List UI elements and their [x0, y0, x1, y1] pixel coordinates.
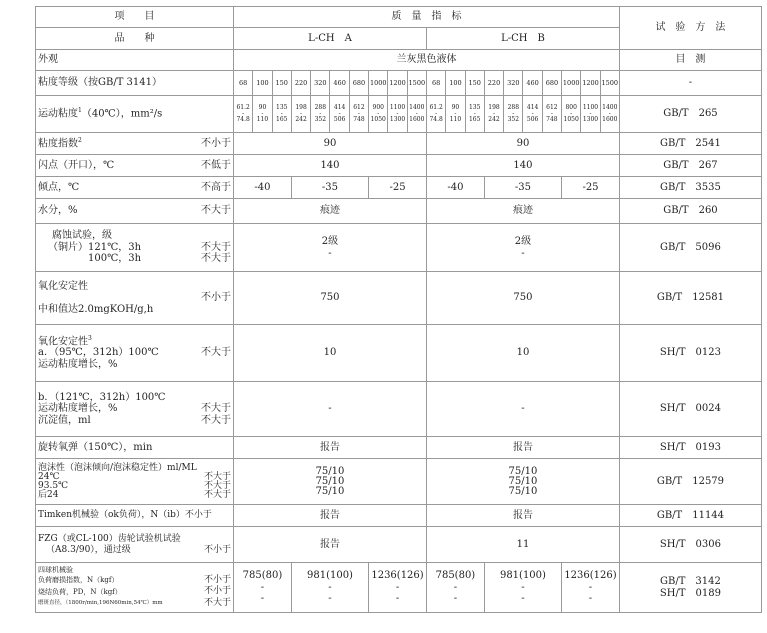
- corr-value-b-cell: [426, 224, 619, 272]
- fb-b-1: 785(80): [435, 570, 476, 582]
- ox2-value-b: 10: [426, 325, 619, 382]
- kv-range-b-0-part-2: 74.8: [429, 116, 443, 124]
- kv-range-a-5-part-1: -: [338, 109, 341, 117]
- appearance-value: 兰灰黑色液体: [234, 50, 620, 71]
- kv-range-b-7-part-2: 1050: [563, 116, 579, 124]
- kv-range-a-8-part-2: 1300: [389, 116, 406, 124]
- kv-range-a-5-part-2: 506: [333, 116, 346, 124]
- row-corrosion: [36, 224, 762, 272]
- fb-b-1-dash2: -: [453, 593, 458, 605]
- kv-range-a-0-part-0: 61.2: [236, 103, 250, 111]
- fzg-label-2: （A8.3/90），通过级: [46, 544, 131, 555]
- kinematic-viscosity-method: GB/T 265: [619, 96, 761, 133]
- kv-range-a-9-part-0: 1400: [409, 103, 425, 111]
- vi-method: GB/T 2541: [619, 133, 761, 155]
- fb-a-1-dash2: -: [260, 593, 265, 605]
- foam-b-2: 75/10: [508, 475, 538, 487]
- kv-range-b-8-part-0: 1100: [582, 103, 599, 111]
- corr-label-1: 腐蚀试验，级: [52, 230, 112, 242]
- corrosion-label-cell: [36, 224, 234, 272]
- fb-b-3-dash2: -: [588, 593, 593, 605]
- kv-range-a-2-part-1: -: [280, 109, 283, 117]
- fp-method: GB/T 267: [619, 155, 761, 177]
- fp-value-a: 140: [234, 155, 427, 177]
- pp-b-2: -35: [484, 177, 561, 199]
- fb-a-3-cell: [369, 563, 427, 613]
- ox3-cond-2: 不大于: [201, 414, 231, 426]
- appearance-label: 外观: [36, 50, 234, 71]
- viscosity-grade-a-0: 68: [234, 71, 253, 96]
- fb-row-2: 烧结负荷，PD，N（kgf）: [38, 587, 122, 596]
- row-water: [36, 199, 762, 224]
- kv-range-a-2-part-2: 165: [276, 116, 288, 124]
- kv-range-b-9-part-2: 1600: [602, 116, 618, 124]
- fzg-value-a: 报告: [234, 527, 427, 563]
- ox2-sup: 3: [88, 334, 92, 342]
- kv-range-a-3-part-2: 242: [295, 116, 307, 124]
- foam-b-1: 75/10: [508, 465, 538, 477]
- row-oxidation-3: [36, 382, 762, 437]
- foam-label-cell: [36, 459, 234, 505]
- header-grade-b: L-CH B: [426, 28, 619, 50]
- kv-range-a-3: [291, 96, 310, 133]
- header-quality: 质 量 指 标: [234, 7, 620, 28]
- viscosity-grade-b-6: 680: [542, 71, 561, 96]
- row-timken: [36, 505, 762, 527]
- kv-range-a-0-part-1: -: [242, 109, 245, 117]
- pp-a-2: -35: [291, 177, 368, 199]
- kv-range-b-4-part-0: 288: [507, 103, 520, 111]
- water-value-b: 痕迹: [426, 199, 619, 224]
- kv-range-a-9-part-2: 1600: [409, 116, 425, 124]
- kv-range-a-2: [272, 96, 291, 133]
- kv-range-b-5-part-2: 506: [526, 116, 539, 124]
- viscosity-grade-b-8: 1200: [581, 71, 600, 96]
- fp-label: 闪点（开口），℃: [38, 159, 115, 171]
- fb-a-2-cell: [291, 563, 368, 613]
- ox3-label-cell: [36, 382, 234, 437]
- row-rotating-bomb: [36, 437, 762, 459]
- row-viscosity-index: [36, 133, 762, 155]
- corr-value-a-cell: [234, 224, 427, 272]
- vi-value-a: 90: [234, 133, 427, 155]
- kv-range-b-1-part-1: -: [454, 109, 457, 117]
- kv-range-a-1-part-2: 110: [256, 116, 269, 124]
- ox2-label-2: a．（95℃，312h）100℃: [38, 347, 159, 359]
- fb-a-2: 981(100): [306, 570, 353, 582]
- fb-method-2: SH/T 0189: [659, 587, 721, 599]
- fzg-label-cell: [36, 527, 234, 563]
- ox1-label-1: 氧化安定性: [38, 280, 88, 292]
- kv-range-b-1: [446, 96, 465, 133]
- foam-a-1: 75/10: [315, 465, 345, 477]
- kv-range-b-6-part-2: 748: [546, 116, 558, 124]
- viscosity-grade-label: 粘度等级（按GB/T 3141）: [36, 71, 234, 96]
- header-method: 试 验 方 法: [619, 7, 761, 50]
- kv-range-b-0: [426, 96, 445, 133]
- kv-range-a-0-part-2: 74.8: [236, 116, 250, 124]
- foam-cond-3: 不大于: [203, 489, 231, 500]
- kv-range-b-7-part-1: -: [570, 109, 573, 117]
- viscosity-grade-a-5: 460: [330, 71, 349, 96]
- pp-method: GB/T 3535: [619, 177, 761, 199]
- vi-label: 粘度指数: [38, 137, 78, 149]
- kv-label-text: 运动粘度: [38, 108, 78, 120]
- ox2-value-a: 10: [234, 325, 427, 382]
- kv-range-a-8: [388, 96, 407, 133]
- foam-a-2: 75/10: [315, 475, 345, 487]
- fzg-cond: 不小于: [203, 544, 231, 555]
- kv-range-a-8-part-0: 1100: [389, 103, 406, 111]
- viscosity-grade-b-0: 68: [426, 71, 445, 96]
- corr-b-1: 2级: [514, 236, 532, 247]
- ox3-label-1: b．（121℃，312h）100℃: [38, 391, 166, 403]
- fb-a-2-dash2: -: [328, 593, 332, 605]
- fb-b-3: 1236(126): [564, 570, 617, 582]
- timken-label: Timken机械验（ok负荷），N（ib）不小于: [36, 505, 234, 527]
- water-cond: 不大于: [201, 205, 231, 217]
- rb-method: SH/T 0193: [619, 437, 761, 459]
- viscosity-grade-a-9: 1500: [407, 71, 426, 96]
- fb-b-2-dash1: -: [521, 581, 525, 593]
- kv-range-b-5-part-0: 414: [526, 103, 539, 111]
- fb-cond-3: 不大于: [203, 597, 231, 608]
- ox2-label-cell: [36, 325, 234, 382]
- fb-a-1-cell: [234, 563, 292, 613]
- foam-cond-2: 不大于: [203, 480, 231, 491]
- kv-range-b-3-part-2: 242: [488, 116, 500, 124]
- kv-range-a-8-part-1: -: [396, 109, 399, 117]
- fb-row-1: 负荷磨损指数，N（kgf）: [38, 576, 119, 585]
- kv-range-b-3-part-0: 198: [488, 103, 500, 111]
- kv-range-b-0-part-0: 61.2: [429, 103, 443, 111]
- timken-value-b: 报告: [426, 505, 619, 527]
- row-kinematic-viscosity: [36, 96, 762, 133]
- corr-label-3: 100℃，3h: [88, 253, 142, 265]
- fb-a-1-dash1: -: [260, 581, 265, 593]
- pp-a-1: -40: [234, 177, 292, 199]
- fp-value-b: 140: [426, 155, 619, 177]
- water-method: GB/T 260: [619, 199, 761, 224]
- kv-range-b-4: [504, 96, 523, 133]
- rb-label: 旋转氧弹（150℃），min: [36, 437, 234, 459]
- viscosity-grade-b-7: 1000: [562, 71, 581, 96]
- kv-range-b-5-part-1: -: [531, 109, 534, 117]
- kv-range-b-7-part-0: 800: [565, 103, 577, 111]
- fb-method-cell: [619, 563, 761, 613]
- kv-range-b-9-part-0: 1400: [602, 103, 618, 111]
- kv-range-b-2-part-2: 165: [468, 116, 481, 124]
- foam-value-b-cell: [426, 459, 619, 505]
- kv-range-b-2-part-0: 135: [468, 103, 481, 111]
- water-value-a: 痕迹: [234, 199, 427, 224]
- vi-value-b: 90: [426, 133, 619, 155]
- fb-b-3-dash1: -: [588, 581, 593, 593]
- row-four-ball: [36, 563, 762, 613]
- foam-label: 泡沫性（泡沫倾向/泡沫稳定性）ml/ML: [38, 462, 197, 473]
- fzg-label-1: FZG（或CL-100）齿轮试验机试验: [38, 534, 181, 545]
- header-grade-a: L-CH A: [234, 28, 427, 50]
- kv-range-a-7: [369, 96, 388, 133]
- fb-method-1: GB/T 3142: [660, 576, 721, 587]
- viscosity-index-label-cell: [36, 133, 234, 155]
- kv-range-b-4-part-1: -: [512, 109, 515, 117]
- kv-range-b-3: [484, 96, 503, 133]
- viscosity-grade-b-9: 1500: [600, 71, 619, 96]
- kv-range-b-8-part-1: -: [589, 109, 592, 117]
- foam-row-2: 93.5℃: [38, 480, 69, 491]
- fb-b-2-dash2: -: [521, 593, 525, 605]
- flash-point-label-cell: [36, 155, 234, 177]
- foam-value-a-cell: [234, 459, 427, 505]
- viscosity-grade-a-7: 1000: [369, 71, 388, 96]
- kv-range-b-1-part-2: 110: [449, 116, 462, 124]
- row-pour-point: [36, 177, 762, 199]
- foam-method: GB/T 12579: [619, 459, 761, 505]
- viscosity-grade-a-1: 100: [253, 71, 272, 96]
- viscosity-grade-a-3: 220: [291, 71, 310, 96]
- kv-range-b-4-part-2: 352: [507, 116, 520, 124]
- vi-sup: 2: [78, 136, 82, 144]
- fb-label-cell: [36, 563, 234, 613]
- row-oxidation-1: [36, 272, 762, 325]
- ox1-cond: 不小于: [201, 292, 231, 304]
- timken-value-a: 报告: [234, 505, 427, 527]
- kv-sup: 1: [78, 107, 82, 115]
- fb-a-3: 1236(126): [371, 570, 424, 582]
- corr-label-2: （铜片）121℃，3h: [48, 241, 142, 253]
- kv-range-b-0-part-1: -: [435, 109, 438, 117]
- kv-range-b-1-part-0: 90: [451, 103, 460, 111]
- fb-label: 四球机械验: [38, 566, 73, 575]
- kv-range-a-7-part-0: 900: [372, 103, 384, 111]
- pp-cond: 不高于: [201, 181, 231, 193]
- ox3-value-a: -: [234, 382, 427, 437]
- header-item: 项 目: [36, 7, 234, 28]
- fb-b-2-cell: [484, 563, 561, 613]
- lubricant-spec-table: [35, 6, 762, 613]
- kv-range-a-6-part-0: 612: [353, 103, 365, 111]
- viscosity-grade-b-4: 320: [504, 71, 523, 96]
- kv-range-b-3-part-1: -: [492, 109, 496, 117]
- ox1-label-cell: [36, 272, 234, 325]
- kv-range-b-8-part-2: 1300: [582, 116, 599, 124]
- pp-b-1: -40: [426, 177, 484, 199]
- kv-range-b-9-part-1: -: [608, 109, 611, 117]
- fb-a-3-dash2: -: [395, 593, 400, 605]
- row-viscosity-grade: [36, 71, 762, 96]
- viscosity-grade-a-4: 320: [311, 71, 330, 96]
- corr-a-2: -: [328, 247, 332, 259]
- kv-range-b-6-part-0: 612: [546, 103, 558, 111]
- header-row-1: [36, 7, 762, 28]
- kv-range-a-6-part-2: 748: [353, 116, 365, 124]
- viscosity-grade-a-6: 680: [349, 71, 368, 96]
- fb-b-2: 981(100): [499, 570, 546, 582]
- row-appearance: [36, 50, 762, 71]
- fb-b-3-cell: [562, 563, 620, 613]
- fb-cond-2: 不小于: [203, 586, 231, 597]
- ox3-label-3: 沉淀值，ml: [38, 414, 91, 426]
- corr-cond-1: 不大于: [201, 241, 231, 253]
- fb-b-1-cell: [426, 563, 484, 613]
- ox1-value-a: 750: [234, 272, 427, 325]
- fzg-method: SH/T 0306: [619, 527, 761, 563]
- kv-range-a-7-part-1: -: [377, 109, 380, 117]
- row-flash-point: [36, 155, 762, 177]
- kv-range-a-4-part-0: 288: [314, 103, 327, 111]
- ox2-label-3: 运动粘度增长，%: [38, 358, 118, 370]
- water-label: 水分，%: [38, 205, 78, 217]
- fp-cond: 不低于: [201, 159, 231, 171]
- row-oxidation-2: [36, 325, 762, 382]
- kinematic-viscosity-label: [36, 96, 234, 133]
- header-variety: 品 种: [36, 28, 234, 50]
- fb-a-2-dash1: -: [328, 581, 332, 593]
- vi-cond: 不小于: [201, 137, 231, 149]
- foam-cond-1: 不大于: [203, 471, 231, 482]
- foam-row-3: 后24: [38, 489, 59, 500]
- viscosity-grade-b-2: 150: [465, 71, 484, 96]
- foam-b-3: 75/10: [508, 485, 538, 497]
- ox2-cond: 不大于: [201, 347, 231, 359]
- ox3-value-b: -: [426, 382, 619, 437]
- kv-range-b-2: [465, 96, 484, 133]
- foam-row-1: 24℃: [38, 471, 60, 482]
- rb-value-a: 报告: [234, 437, 427, 459]
- kv-range-b-8: [581, 96, 600, 133]
- kv-range-b-6: [542, 96, 561, 133]
- pp-label: 倾点，℃: [38, 181, 80, 193]
- kv-range-b-6-part-1: -: [550, 109, 553, 117]
- pour-point-label-cell: [36, 177, 234, 199]
- ox3-cond-1: 不大于: [201, 403, 231, 415]
- fb-b-1-dash1: -: [453, 581, 458, 593]
- ox2-label-1: 氧化安定性: [38, 335, 88, 347]
- corr-method: GB/T 5096: [619, 224, 761, 272]
- viscosity-grade-a-2: 150: [272, 71, 291, 96]
- kv-range-a-3-part-0: 198: [295, 103, 307, 111]
- fb-a-3-dash1: -: [395, 581, 400, 593]
- kv-range-b-2-part-1: -: [473, 109, 476, 117]
- ox1-method: GB/T 12581: [619, 272, 761, 325]
- fb-row-3: 磨斑直径，（1800r/min,196N60min,54℃）mm: [38, 599, 163, 606]
- viscosity-grade-method: -: [619, 71, 761, 96]
- kv-range-a-6: [349, 96, 368, 133]
- viscosity-grade-a-8: 1200: [388, 71, 407, 96]
- kv-range-a-7-part-2: 1050: [370, 116, 386, 124]
- kv-range-b-5: [523, 96, 542, 133]
- kv-range-a-3-part-1: -: [300, 109, 303, 117]
- kv-range-b-7: [562, 96, 581, 133]
- kv-range-a-1-part-0: 90: [258, 103, 267, 111]
- kv-range-a-0: [234, 96, 253, 133]
- rb-value-b: 报告: [426, 437, 619, 459]
- appearance-method: 目 测: [619, 50, 761, 71]
- pp-a-3: -25: [369, 177, 427, 199]
- timken-method: GB/T 11144: [619, 505, 761, 527]
- kv-range-b-9: [600, 96, 619, 133]
- row-foam: [36, 459, 762, 505]
- kv-range-a-4: [311, 96, 330, 133]
- ox3-label-2: 运动粘度增长，%: [38, 403, 118, 415]
- ox2-method: SH/T 0123: [619, 325, 761, 382]
- fb-cond-1: 不小于: [203, 575, 231, 585]
- kv-range-a-4-part-2: 352: [314, 116, 327, 124]
- kv-range-a-9-part-1: -: [415, 109, 418, 117]
- kv-range-a-6-part-1: -: [357, 109, 360, 117]
- fzg-value-b: 11: [426, 527, 619, 563]
- kv-range-a-1: [253, 96, 272, 133]
- kv-range-a-5: [330, 96, 349, 133]
- fb-a-1: 785(80): [242, 570, 283, 582]
- ox1-value-b: 750: [426, 272, 619, 325]
- kv-label-suffix: （40℃），mm²/s: [81, 108, 163, 120]
- row-fzg: [36, 527, 762, 563]
- kv-range-a-4-part-1: -: [319, 109, 322, 117]
- corr-a-1: 2级: [321, 236, 339, 247]
- viscosity-grade-b-1: 100: [446, 71, 465, 96]
- ox3-method: SH/T 0024: [619, 382, 761, 437]
- ox1-label-2: 中和值达2.0mgKOH/g,h: [38, 303, 154, 315]
- kv-range-a-2-part-0: 135: [276, 103, 288, 111]
- corr-cond-2: 不大于: [201, 253, 231, 265]
- viscosity-grade-b-3: 220: [484, 71, 503, 96]
- pp-b-3: -25: [562, 177, 620, 199]
- viscosity-grade-b-5: 460: [523, 71, 542, 96]
- foam-a-3: 75/10: [315, 485, 345, 497]
- kv-range-a-1-part-1: -: [261, 109, 264, 117]
- kv-range-a-5-part-0: 414: [333, 103, 346, 111]
- corr-b-2: -: [521, 247, 525, 259]
- water-label-cell: [36, 199, 234, 224]
- kv-range-a-9: [407, 96, 426, 133]
